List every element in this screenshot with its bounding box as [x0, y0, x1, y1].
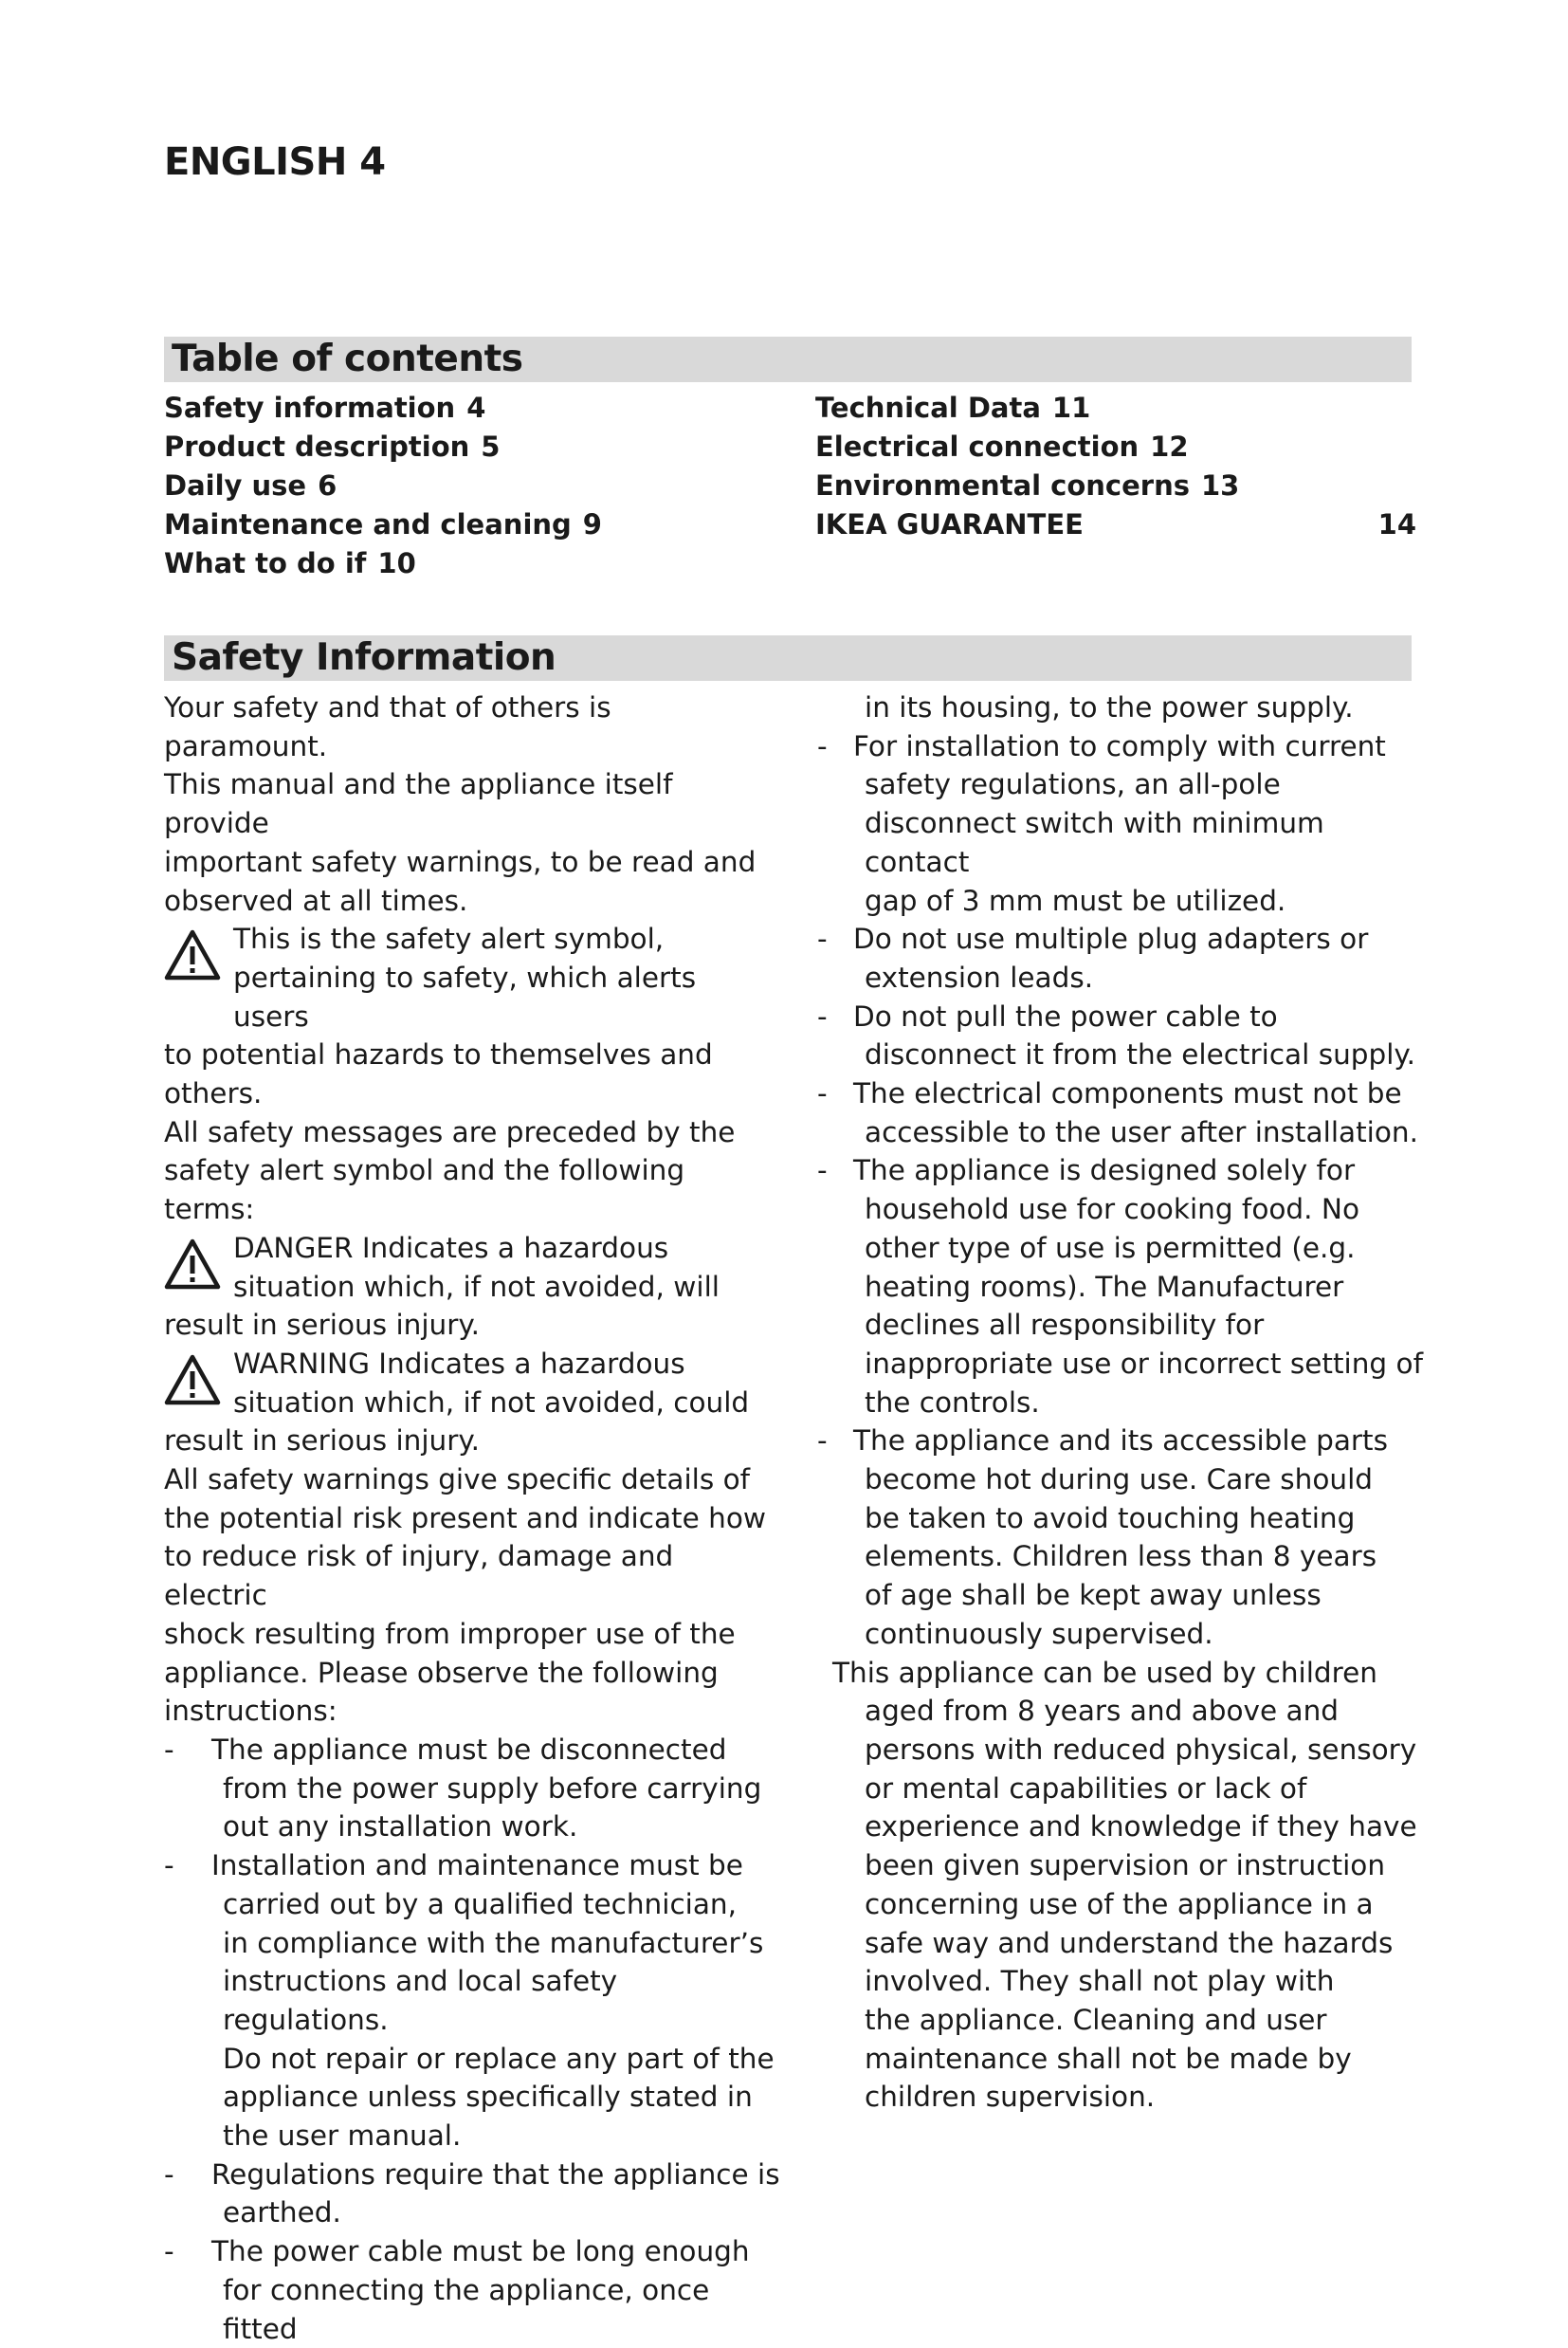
text-line: DANGER Indicates a hazardous [233, 1231, 669, 1264]
bullet-continuation-line: accessible to the user after installation. [865, 1115, 1418, 1148]
text-line: All safety warnings give specific details of [164, 1463, 751, 1496]
bullet-continuation-line: out any installation work. [223, 1810, 578, 1844]
warning-triangle-icon [164, 929, 221, 981]
bullet-dash: - [164, 1849, 174, 1882]
text-line: This manual and the appliance itself provide [164, 768, 673, 840]
bullet-item [817, 727, 1424, 921]
toc-entry-label: Product description [164, 431, 470, 463]
toc-entry [815, 428, 1416, 467]
bullet-continuation-line: of age shall be kept away unless [865, 1579, 1322, 1612]
safety-left-column [164, 688, 780, 2348]
bullet-dash: - [164, 2235, 174, 2268]
bullet-continuation-line: other type of use is permitted (e.g. [865, 1231, 1356, 1264]
bullet-continuation-line: safety regulations, an all-pole [865, 768, 1281, 801]
messages-intro [164, 1113, 780, 1229]
warning-block [164, 1345, 780, 1460]
toc-entry [164, 505, 602, 544]
toc-entry-page: 4 [466, 392, 486, 424]
paragraph-continuation-line: safe way and understand the hazards [865, 1926, 1394, 1959]
text-line: observed at all times. [164, 884, 468, 917]
toc-entry-page: 10 [377, 547, 416, 579]
toc-entry-page: 14 [1377, 508, 1416, 541]
text-line: pertaining to safety, which alerts users [233, 961, 697, 1033]
toc-entry-label: Safety information [164, 392, 456, 424]
toc-entry [815, 467, 1416, 505]
bullet-continuation-line: the controls. [865, 1385, 1040, 1419]
toc-entry [164, 428, 602, 467]
bullet-continuation-line: for connecting the appliance, once fitted [223, 2273, 710, 2345]
bullet-continuation-line: become hot during use. Care should [865, 1463, 1374, 1496]
text-line: important safety warnings, to be read and [164, 845, 757, 878]
bullet-item [164, 1846, 780, 2155]
text-line: to reduce risk of injury, damage and electric [164, 1540, 674, 1612]
text-line: the potential risk present and indicate how [164, 1501, 767, 1534]
bullet-first-line: Installation and maintenance must be [211, 1849, 743, 1882]
bullet-dash: - [817, 1077, 828, 1110]
text-line: result in serious injury. [164, 1424, 480, 1458]
bullet-continuation-line: disconnect it from the electrical supply. [865, 1038, 1416, 1072]
text-line: WARNING Indicates a hazardous [233, 1347, 685, 1380]
warnings-detail-paragraph [164, 1460, 780, 1731]
toc-entry-page: 6 [318, 469, 337, 502]
bullet-continuation-line: earthed. [223, 2196, 341, 2229]
toc-entry [164, 467, 602, 505]
bullet-item [817, 920, 1424, 997]
text-line: appliance. Please observe the following [164, 1656, 719, 1689]
bullet-continuation-line: disconnect switch with minimum contact [865, 807, 1324, 878]
toc-entry-label: What to do if [164, 547, 367, 579]
bullet-item [164, 1731, 780, 1846]
bullet-dash: - [817, 1424, 828, 1458]
bullet-continuation-line: heating rooms). The Manufacturer [865, 1270, 1344, 1303]
bullet-dash: - [164, 1733, 174, 1766]
paragraph-continuation-line: persons with reduced physical, sensory [865, 1733, 1417, 1766]
toc-entry [815, 389, 1416, 428]
text-line: situation which, if not avoided, will [233, 1270, 720, 1303]
toc-entry-page: 5 [481, 431, 501, 463]
toc-entry-label: Electrical connection [815, 431, 1140, 463]
bullet-continuation-line: inappropriate use or incorrect setting of [865, 1347, 1423, 1380]
bullet-continuation-line: Do not repair or replace any part of the [223, 2042, 775, 2075]
toc-header-bar [164, 337, 1412, 382]
bullet-dash: - [817, 729, 828, 762]
paragraph-continuation-line: or mental capabilities or lack of [865, 1771, 1307, 1805]
bullet-dash: - [817, 923, 828, 956]
danger-block [164, 1229, 780, 1345]
toc-entry-label: Maintenance and cleaning [164, 508, 572, 541]
text-line: to potential hazards to themselves and [164, 1038, 713, 1072]
paragraph-continuation-line: children supervision. [865, 2081, 1156, 2114]
bullet-continuation-line: the user manual. [223, 2119, 462, 2153]
toc-entry [164, 544, 602, 583]
bullet-first-line: The power cable must be long enough [211, 2235, 750, 2268]
bullet-first-line: Regulations require that the appliance is [211, 2157, 780, 2191]
text-line: result in serious injury. [164, 1309, 480, 1342]
toc-entry [815, 505, 1416, 544]
paragraph-continuation-line: aged from 8 years and above and [865, 1695, 1340, 1728]
bullet-dash: - [817, 1154, 828, 1187]
paragraph-continuation-line: the appliance. Cleaning and user [865, 2003, 1327, 2036]
toc-right-column [815, 389, 1416, 544]
text-line: All safety messages are preceded by the [164, 1115, 736, 1148]
bullet-continuation-line: be taken to avoid touching heating [865, 1501, 1356, 1534]
bullet-continuation-line: instructions and local safety regulations. [223, 1965, 618, 2036]
paragraph-continuation-line: involved. They shall not play with [865, 1965, 1335, 1998]
bullet-continuation-line: household use for cooking food. No [865, 1193, 1360, 1226]
warning-triangle-icon [164, 1354, 221, 1405]
toc-entry-label: Technical Data [815, 392, 1041, 424]
text-line: Your safety and that of others is paramount. [164, 691, 611, 762]
toc-entry-label: Environmental concerns [815, 469, 1190, 502]
bullet-item [817, 1074, 1424, 1151]
paragraph-continuation-line: experience and knowledge if they have [865, 1810, 1417, 1844]
children-paragraph [817, 1654, 1424, 2117]
bullet-continuation-line: gap of 3 mm must be utilized. [865, 884, 1286, 917]
text-line: instructions: [164, 1695, 337, 1728]
bullet-continuation-line: declines all responsibility for [865, 1309, 1265, 1342]
bullet-first-line: The appliance and its accessible parts [853, 1424, 1388, 1458]
bullet-first-line: The electrical components must not be [853, 1077, 1402, 1110]
text-line: This is the safety alert symbol, [233, 923, 665, 956]
bullet-dash: - [164, 2157, 174, 2191]
toc-entry [164, 389, 602, 428]
text-line: shock resulting from improper use of the [164, 1617, 736, 1650]
bullet-item [164, 2155, 780, 2232]
bullet-first-line: Do not use multiple plug adapters or [853, 923, 1369, 956]
toc-entry-page: 12 [1150, 431, 1189, 463]
bullet-item [164, 2232, 780, 2348]
bullet-first-line: For installation to comply with current [853, 729, 1386, 762]
paragraph-first-line: This appliance can be used by children [832, 1656, 1377, 1689]
toc-entry-label: Daily use [164, 469, 307, 502]
bullet-first-line: The appliance must be disconnected [211, 1733, 727, 1766]
toc-entry-label: IKEA GUARANTEE [815, 508, 1084, 541]
text-line: others. [164, 1077, 263, 1110]
text-line: situation which, if not avoided, could [233, 1385, 750, 1419]
bullet-continuation-line: carried out by a qualified technician, [223, 1887, 738, 1920]
intro-paragraph [164, 688, 780, 920]
bullet-continuation-line: appliance unless specifically stated in [223, 2081, 753, 2114]
paragraph-continuation-line: concerning use of the appliance in a [865, 1887, 1374, 1920]
bullet-item [817, 998, 1424, 1074]
alert-symbol-block [164, 920, 780, 1113]
bullet-first-line: The appliance is designed solely for [853, 1154, 1356, 1187]
paragraph-continuation-line: maintenance shall not be made by [865, 2042, 1352, 2075]
toc-left-column [164, 389, 602, 583]
left-bullet-list [164, 1731, 780, 2348]
toc-entry-page: 13 [1201, 469, 1240, 502]
bullet-dash: - [817, 1000, 828, 1033]
paragraph-continuation-line: been given supervision or instruction [865, 1849, 1386, 1882]
danger-triangle-icon [164, 1238, 221, 1290]
toc-title: Table of contents [172, 338, 523, 380]
text-line: safety alert symbol and the following terms: [164, 1154, 685, 1226]
bullet-first-line: Do not pull the power cable to [853, 1000, 1278, 1033]
bullet-continuation-line: continuously supervised. [865, 1617, 1213, 1650]
bullet-continuation-line: elements. Children less than 8 years [865, 1540, 1377, 1573]
bullet-item [817, 1151, 1424, 1422]
safety-title: Safety Information [172, 636, 556, 679]
language-heading: ENGLISH 4 [164, 140, 386, 184]
toc-entry-page: 11 [1051, 392, 1091, 424]
bullet-item [817, 1422, 1424, 1653]
safety-right-column [817, 688, 1424, 2117]
toc-entry-page: 9 [582, 508, 602, 541]
right-continuation-line: in its housing, to the power supply. [865, 691, 1354, 724]
bullet-continuation-line: in compliance with the manufacturer’s [223, 1926, 764, 1959]
bullet-continuation-line: from the power supply before carrying [223, 1771, 762, 1805]
safety-header-bar [164, 635, 1412, 681]
bullet-continuation-line: extension leads. [865, 961, 1094, 994]
right-bullet-list [817, 727, 1424, 1654]
